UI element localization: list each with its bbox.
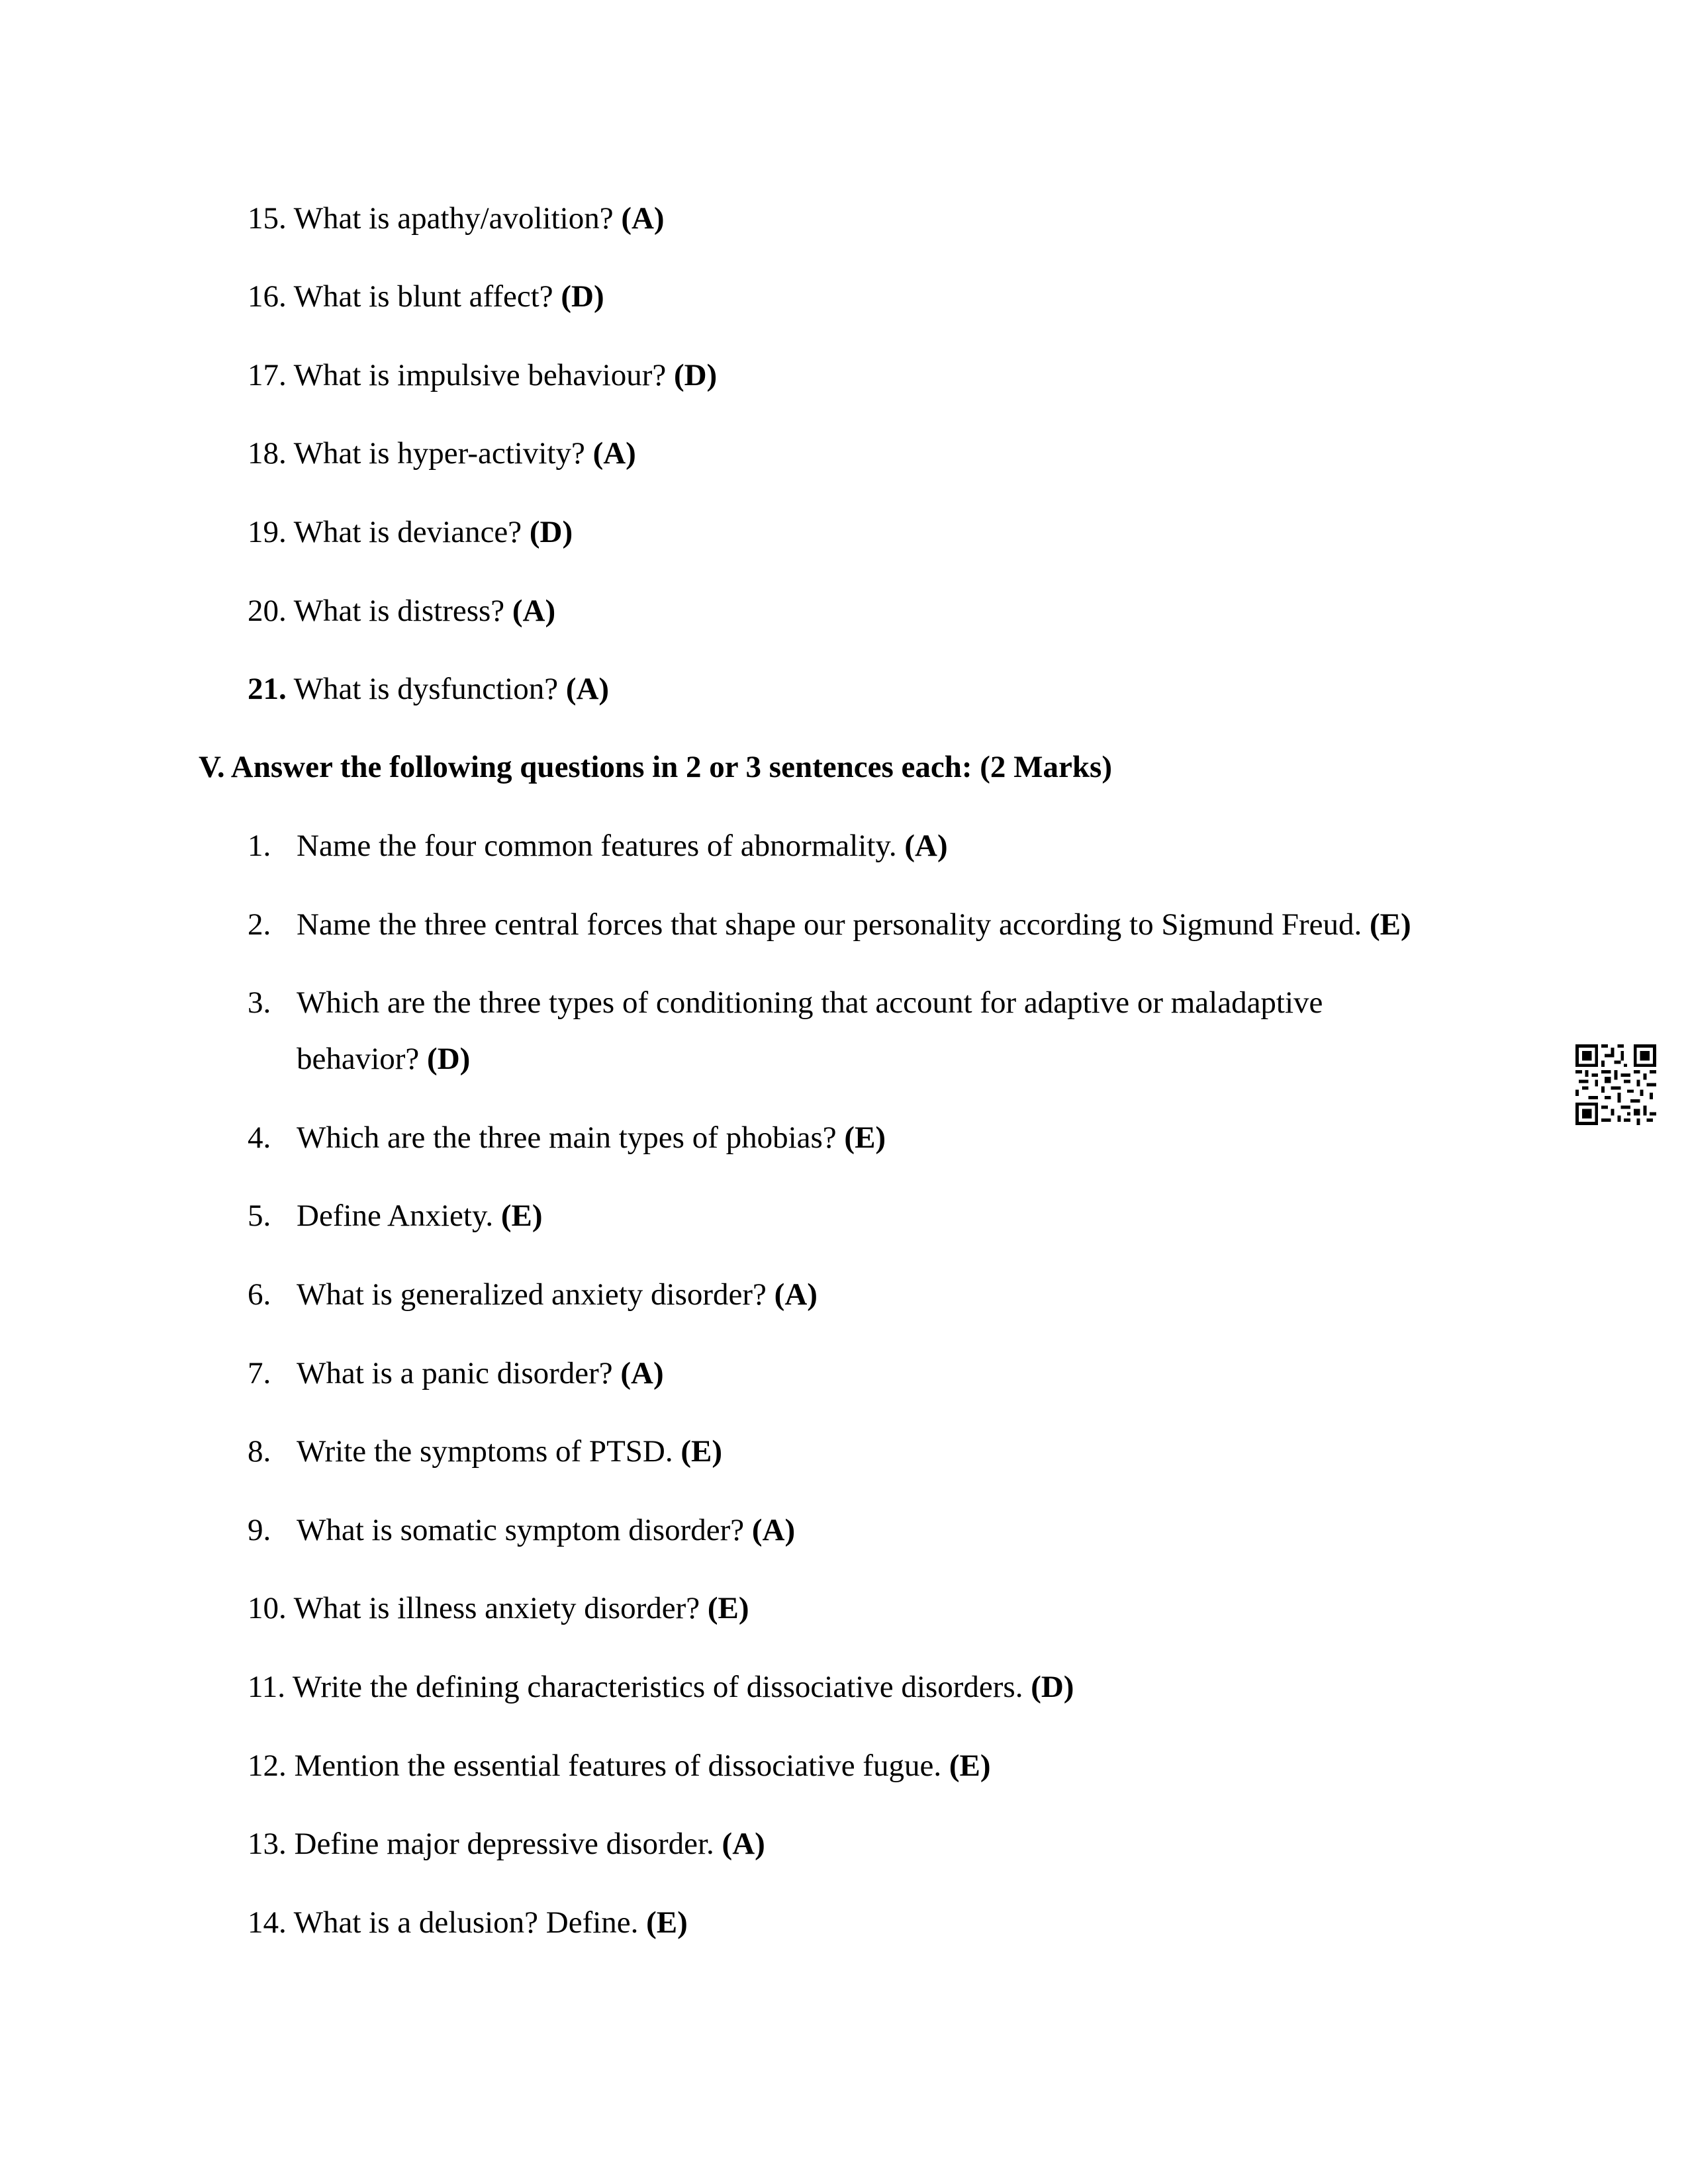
question-number: 12. [248, 1749, 287, 1783]
question-v-5 [248, 1196, 543, 1236]
question-text: Which are the three types of conditioning that account for adaptive or maladaptive [297, 985, 1323, 1020]
difficulty-tag: (A) [512, 594, 556, 628]
difficulty-tag: (A) [565, 672, 610, 706]
question-number: 19. [248, 515, 287, 549]
question-number: 16. [248, 279, 287, 314]
question-text: What is hyper-activity? [293, 436, 585, 471]
question-v-6 [248, 1275, 818, 1314]
question-number: 2. [248, 907, 271, 942]
difficulty-tag: (A) [904, 829, 948, 863]
difficulty-tag: (D) [673, 358, 718, 392]
difficulty-tag: (A) [592, 436, 636, 471]
question-text: What is distress? [293, 594, 505, 628]
qr-code-icon [1575, 1044, 1656, 1125]
question-text: Define major depressive disorder. [294, 1827, 714, 1861]
question-text: What is illness anxiety disorder? [293, 1591, 700, 1625]
question-v-14 [248, 1903, 688, 1942]
question-v-1 [248, 826, 948, 866]
question-number: 6. [248, 1277, 271, 1312]
question-number: 1. [248, 829, 271, 863]
difficulty-tag: (E) [680, 1434, 723, 1469]
question-number: 11. [248, 1670, 286, 1704]
difficulty-tag: (D) [1031, 1670, 1074, 1704]
question-16 [248, 277, 604, 316]
question-v-7 [248, 1353, 664, 1393]
difficulty-tag: (E) [500, 1199, 543, 1233]
question-text-continued: behavior? [297, 1042, 420, 1076]
question-text: What is impulsive behaviour? [293, 358, 667, 392]
question-number: 5. [248, 1199, 271, 1233]
difficulty-tag: (A) [621, 201, 665, 236]
question-number: 9. [248, 1513, 271, 1547]
question-18 [248, 433, 636, 473]
question-15 [248, 199, 665, 238]
question-number: 7. [248, 1356, 271, 1390]
question-text: Define Anxiety. [297, 1199, 494, 1233]
question-v-13 [248, 1824, 765, 1864]
difficulty-tag: (E) [707, 1591, 749, 1625]
question-v-4 [248, 1118, 886, 1158]
difficulty-tag: (E) [949, 1749, 991, 1783]
question-text: What is a panic disorder? [297, 1356, 613, 1390]
question-v-3-continued [297, 1039, 470, 1079]
question-number: 15. [248, 201, 287, 236]
difficulty-tag: (A) [774, 1277, 818, 1312]
question-number: 10. [248, 1591, 287, 1625]
question-text: What is generalized anxiety disorder? [297, 1277, 767, 1312]
question-v-3 [248, 983, 1323, 1023]
question-number: 14. [248, 1905, 287, 1940]
question-number: 3. [248, 985, 271, 1020]
question-number: 21. [248, 672, 287, 706]
difficulty-tag: (D) [561, 279, 604, 314]
question-text: What is apathy/avolition? [293, 201, 614, 236]
question-text: Name the four common features of abnormality. [297, 829, 897, 863]
difficulty-tag: (A) [620, 1356, 664, 1390]
question-number: 13. [248, 1827, 287, 1861]
question-text: What is somatic symptom disorder? [297, 1513, 745, 1547]
difficulty-tag: (A) [722, 1827, 765, 1861]
question-text: What is dysfunction? [293, 672, 559, 706]
question-text: What is deviance? [293, 515, 522, 549]
difficulty-tag: (E) [844, 1120, 886, 1155]
question-text: What is a delusion? Define. [293, 1905, 639, 1940]
question-17 [248, 355, 717, 395]
question-text: Mention the essential features of dissociative fugue. [294, 1749, 942, 1783]
question-v-10 [248, 1588, 749, 1628]
question-text: Name the three central forces that shape our personality according to Sigmund Freud. [297, 907, 1362, 942]
question-v-2 [248, 905, 1411, 944]
difficulty-tag: (D) [427, 1042, 471, 1076]
question-19 [248, 512, 573, 552]
question-number: 8. [248, 1434, 271, 1469]
question-v-8 [248, 1432, 722, 1471]
difficulty-tag: (A) [751, 1513, 796, 1547]
difficulty-tag: (E) [646, 1905, 688, 1940]
question-number: 4. [248, 1120, 271, 1155]
difficulty-tag: (E) [1369, 907, 1411, 942]
question-v-12 [248, 1746, 990, 1786]
question-text: Write the symptoms of PTSD. [297, 1434, 673, 1469]
question-text: Which are the three main types of phobias? [297, 1120, 837, 1155]
question-number: 18. [248, 436, 287, 471]
question-number: 20. [248, 594, 287, 628]
question-number: 17. [248, 358, 287, 392]
question-20 [248, 591, 555, 631]
difficulty-tag: (D) [529, 515, 573, 549]
question-v-11 [248, 1667, 1074, 1707]
question-21 [248, 669, 609, 709]
question-v-9 [248, 1510, 795, 1550]
question-text: What is blunt affect? [293, 279, 553, 314]
section-v-heading: V. Answer the following questions in 2 or 3 sentences each: (2 Marks) [199, 750, 1112, 784]
question-text: Write the defining characteristics of dissociative disorders. [292, 1670, 1023, 1704]
